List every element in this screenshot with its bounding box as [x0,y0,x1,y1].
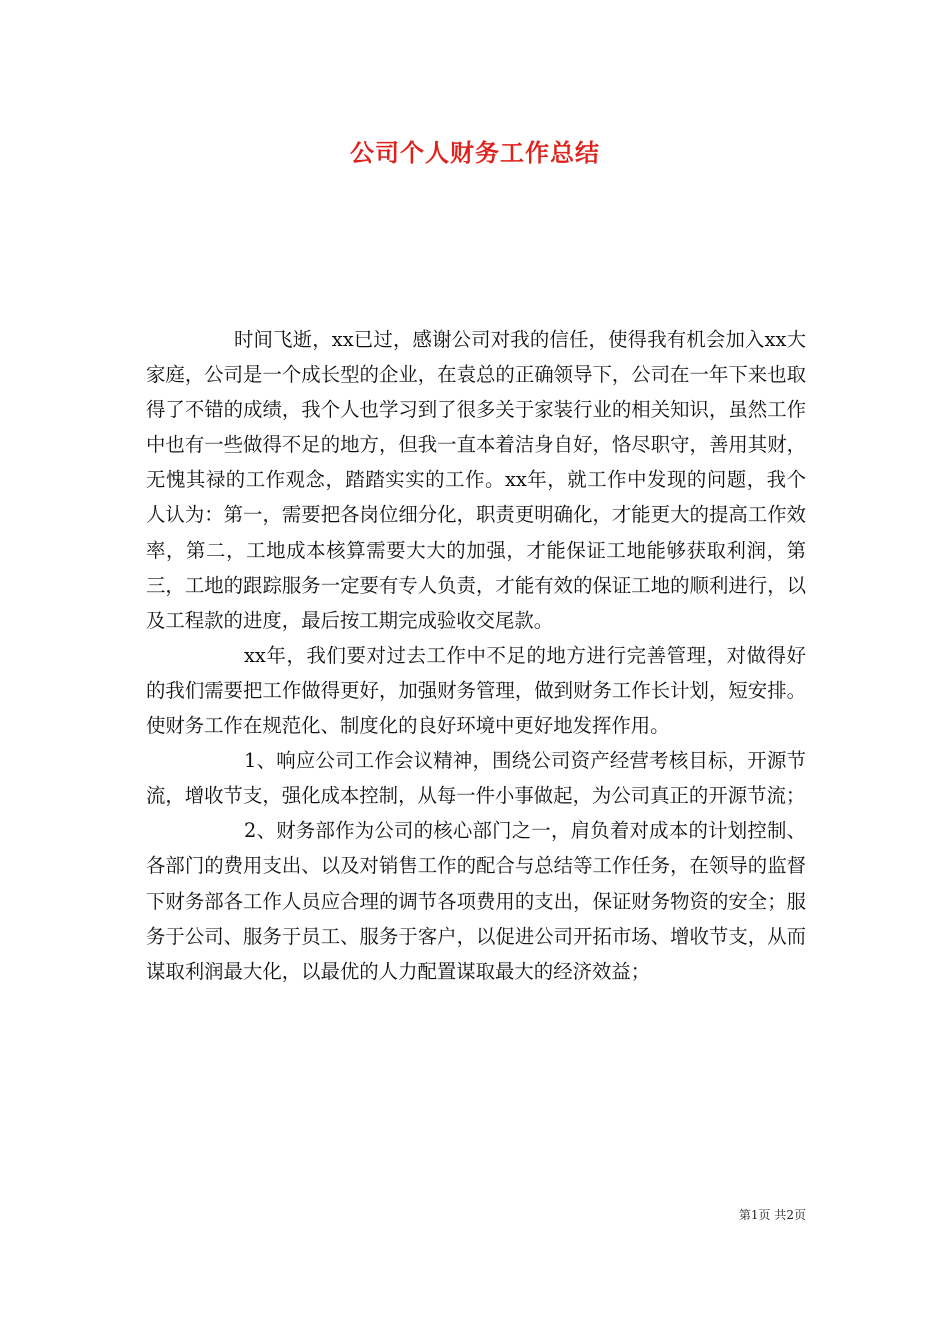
paragraph-item-1: 1、响应公司工作会议精神，围绕公司资产经营考核目标，开源节流，增收节支，强化成本控制，从每一件小事做起，为公司真正的开源节流； [146,749,806,808]
paragraph-intro: 时间飞逝，xx已过，感谢公司对我的信任，使得我有机会加入xx大家庭，公司是一个成长型的企业，在袁总的正确领导下，公司在一年下来也取得了不错的成绩，我个人也学习到了很多关于家装行业的相关知识，虽然工作中也有一些做得不足的地方，但我一直本着洁身自好，恪尽职守，善用其财，无愧其禄的工作观念，踏踏实实的工作。xx年，就工作中发现的问题，我个人认为：第一，需要把各岗位细分化，职责更明确化，才能更大的提高工作效率，第二，工地成本核算需要大大的加强，才能保证工地能够获取利润，第三，工地的跟踪服务一定要有专人负责，才能有效的保证工地的顺利进行，以及工程款的进度，最后按工期完成验收交尾款。 [146,328,806,632]
paragraph-plan: xx年，我们要对过去工作中不足的地方进行完善管理，对做得好的我们需要把工作做得更好，加强财务管理，做到财务工作长计划，短安排。使财务工作在规范化、制度化的良好环境中更好地发挥作用。 [146,643,806,738]
document-body [146,322,806,989]
page-number-footer: 第1页 共2页 [738,1208,806,1222]
paragraph-item-2: 2、财务部作为公司的核心部门之一，肩负着对成本的计划控制、各部门的费用支出、以及对销售工作的配合与总结等工作任务，在领导的监督下财务部各工作人员应合理的调节各项费用的支出，保证财务物资的安全；服务于公司、服务于员工、服务于客户，以促进公司开拓市场、增收节支，从而谋取利润最大化，以最优的人力配置谋取最大的经济效益； [146,819,806,983]
page-title: 公司个人财务工作总结 [350,139,600,167]
